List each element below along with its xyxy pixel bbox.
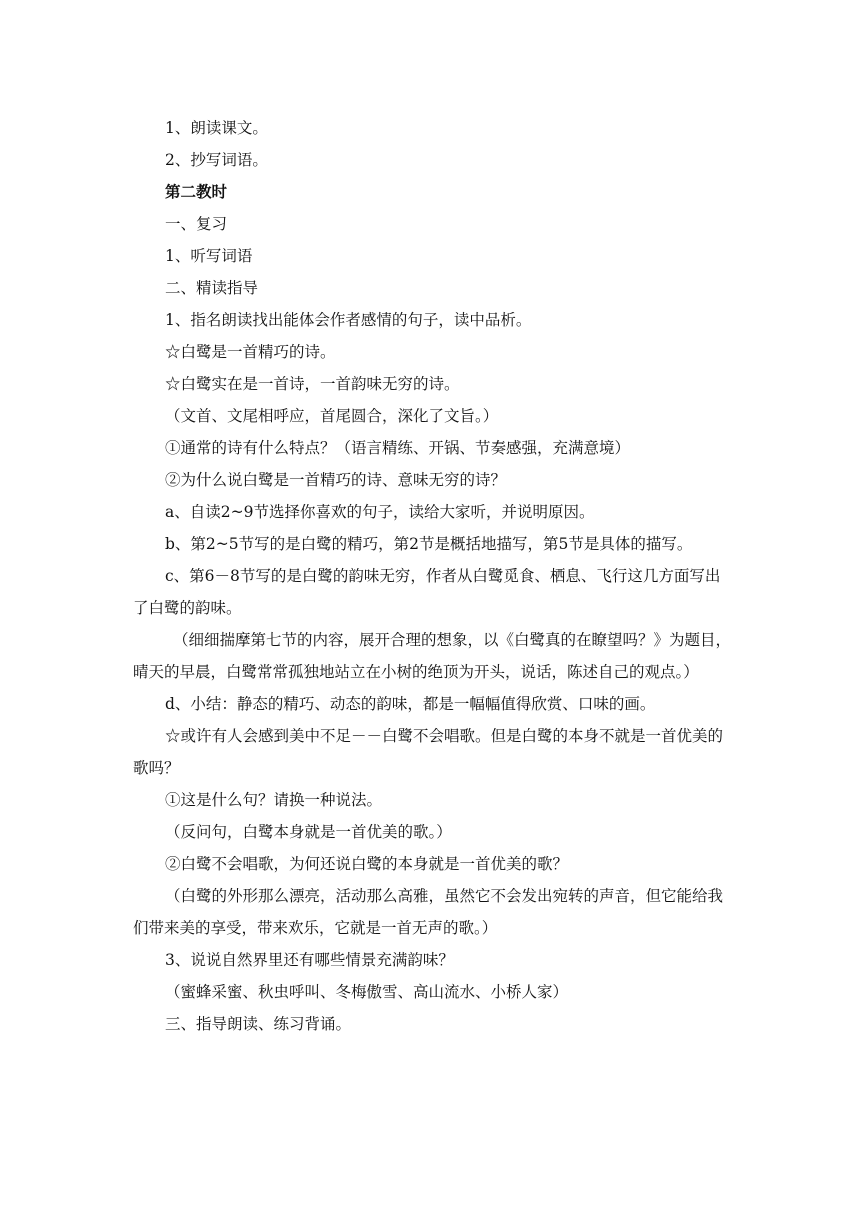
paragraph: ☆白鹭实在是一首诗，一首韵味无穷的诗。: [165, 375, 460, 393]
paragraph: d、小结：静态的精巧、动态的韵味，都是一幅幅值得欣赏、口味的画。: [165, 695, 656, 713]
paragraph: 三、指导朗读、练习背诵。: [165, 1015, 352, 1033]
paragraph: （反问句，白鹭本身就是一首优美的歌。）: [165, 823, 452, 841]
section-heading: 第二教时: [165, 182, 228, 201]
paragraph: 1、朗读课文。: [165, 119, 268, 137]
paragraph: （白鹭的外形那么漂亮，活动那么高雅，虽然它不会发出宛转的声音，但它能给我们带来美的享受，带来欢乐，它就是一首无声的歌。）: [133, 887, 724, 937]
paragraph: ☆或许有人会感到美中不足－－白鹭不会唱歌。但是白鹭的本身不就是一首优美的歌吗？: [133, 727, 724, 777]
paragraph: b、第2~5节写的是白鹭的精巧，第2节是概括地描写，第5节是具体的描写。: [165, 535, 693, 553]
paragraph: （文首、文尾相呼应，首尾圆合，深化了文旨。）: [165, 407, 499, 425]
document-body: [133, 112, 733, 1040]
paragraph: 3、说说自然界里还有哪些情景充满韵味？: [165, 951, 454, 969]
paragraph: ①这是什么句？请换一种说法。: [165, 791, 383, 809]
paragraph: a、自读2~9节选择你喜欢的句子，读给大家听，并说明原因。: [165, 503, 595, 521]
paragraph: ①通常的诗有什么特点？（语言精练、开锅、节奏感强，充满意境）: [165, 439, 631, 457]
paragraph: 一、复习: [165, 215, 228, 233]
paragraph: （细细揣摩第七节的内容，展开合理的想象，以《白鹭真的在瞭望吗？》为题目，晴天的早晨，白鹭常常孤独地站立在小树的绝顶为开头，说话，陈述自己的观点。）: [133, 631, 732, 681]
paragraph: ☆白鹭是一首精巧的诗。: [165, 343, 336, 361]
paragraph: c、第6－8节写的是白鹭的韵味无穷，作者从白鹭觅食、栖息、飞行这几方面写出了白鹭的韵味。: [133, 567, 721, 617]
paragraph: ②为什么说白鹭是一首精巧的诗、意味无穷的诗？: [165, 471, 507, 489]
paragraph: 二、精读指导: [165, 279, 259, 297]
paragraph: 1、听写词语: [165, 247, 253, 265]
paragraph: 2、抄写词语。: [165, 151, 268, 169]
paragraph: 1、指名朗读找出能体会作者感情的句子，读中品析。: [165, 311, 532, 329]
paragraph: ②白鹭不会唱歌，为何还说白鹭的本身就是一首优美的歌？: [165, 855, 569, 873]
paragraph: （蜜蜂采蜜、秋虫呼叫、冬梅傲雪、高山流水、小桥人家）: [165, 983, 569, 1001]
